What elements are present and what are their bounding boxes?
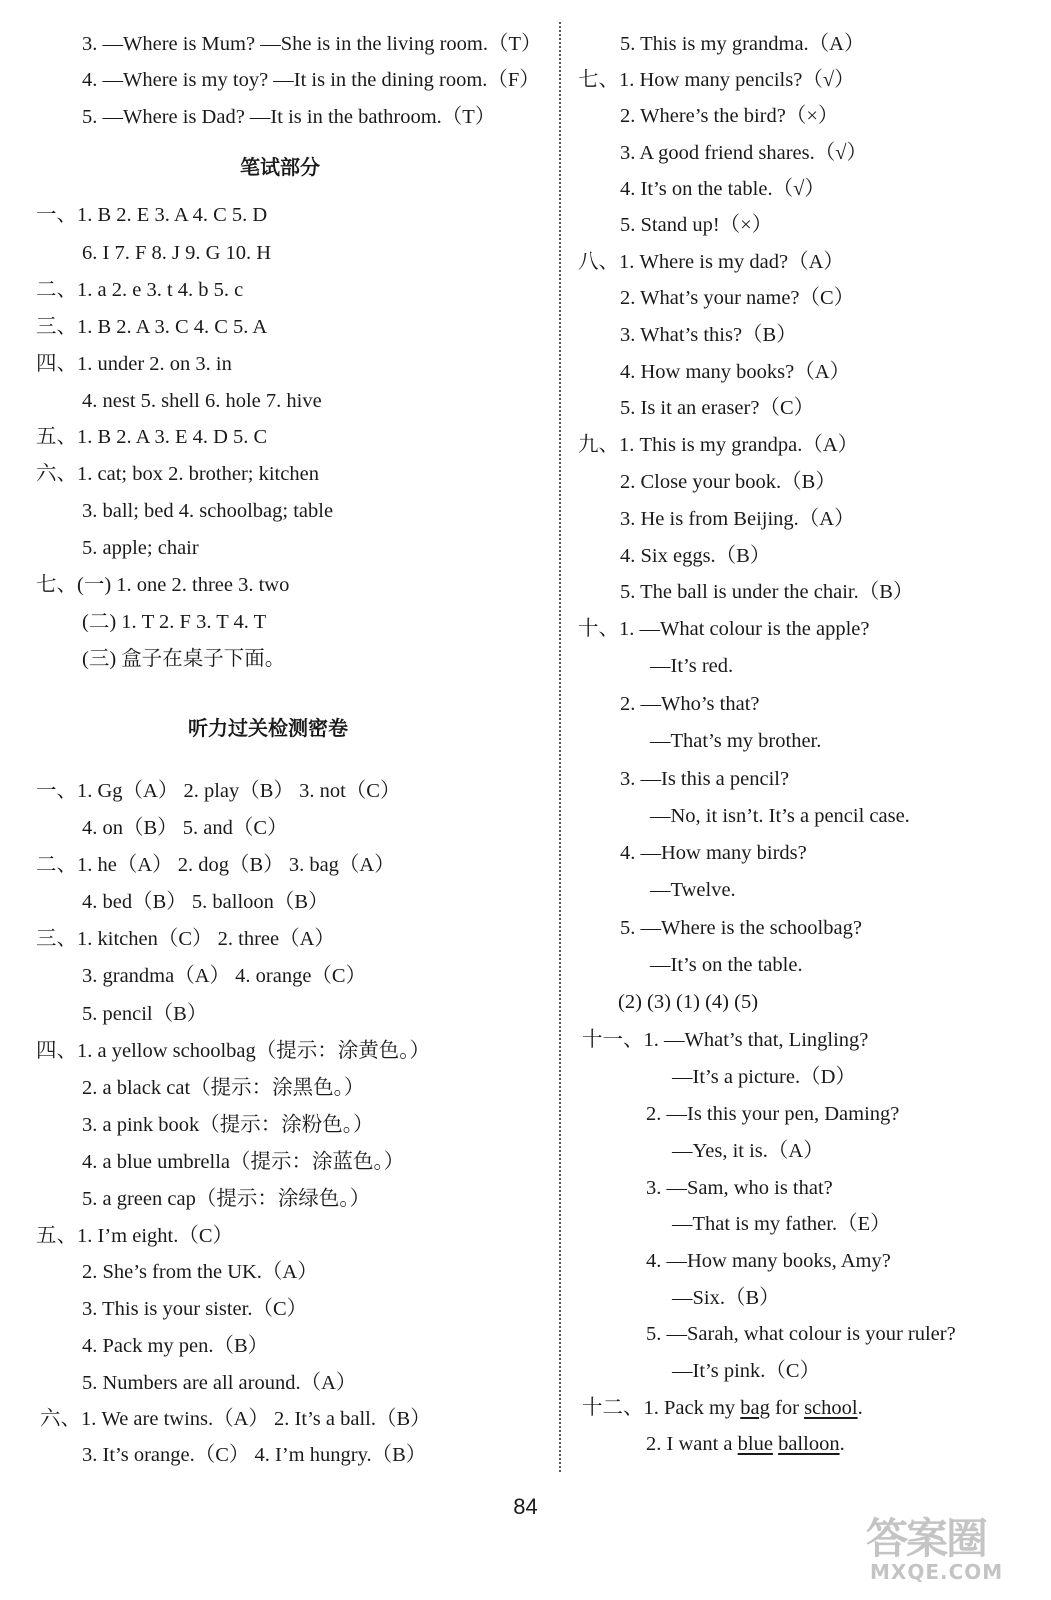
answer-line: —That’s my brother.	[650, 730, 822, 752]
answer-line: 5. This is my grandma.（A）	[620, 33, 865, 55]
underlined-word: school	[804, 1397, 858, 1419]
answer-line: 4. nest 5. shell 6. hole 7. hive	[82, 390, 322, 412]
answer-line: 2. She’s from the UK.（A）	[82, 1261, 318, 1283]
answer-line: 三、1. B 2. A 3. C 4. C 5. A	[36, 316, 268, 338]
answer-line: 二、1. he（A） 2. dog（B） 3. bag（A）	[36, 854, 395, 876]
q12-text: .	[839, 1433, 845, 1455]
answer-line: (二) 1. T 2. F 3. T 4. T	[82, 611, 267, 633]
answer-line: 3. He is from Beijing.（A）	[620, 508, 855, 530]
underlined-word: bag	[740, 1397, 770, 1419]
answer-line: 5. a green cap（提示：涂绿色。）	[82, 1188, 371, 1210]
q12-text: .	[857, 1397, 863, 1419]
answer-line: —It’s on the table.	[650, 954, 803, 976]
q12-line1	[582, 1396, 863, 1420]
answer-line: 一、1. Gg（A） 2. play（B） 3. not（C）	[36, 780, 401, 802]
answer-line: 5. Is it an eraser?（C）	[620, 397, 815, 419]
answer-line: 4. bed（B） 5. balloon（B）	[82, 891, 329, 913]
answer-line: 3. ball; bed 4. schoolbag; table	[82, 500, 334, 522]
answer-line: 4. on（B） 5. and（C）	[82, 817, 288, 839]
underlined-word: balloon	[778, 1433, 840, 1455]
answer-line: 4. —How many books, Amy?	[646, 1250, 891, 1272]
answer-line: 3. This is your sister.（C）	[82, 1298, 308, 1320]
answer-line: 2. —Is this your pen, Daming?	[646, 1103, 900, 1125]
answer-line: 五、1. I’m eight.（C）	[36, 1225, 234, 1247]
answer-line: 十一、1. —What’s that, Lingling?	[582, 1029, 869, 1051]
answer-line: —It’s pink.（C）	[672, 1360, 821, 1382]
answer-line: 3. —Where is Mum? —She is in the living room.（T）	[82, 33, 542, 55]
answer-line: 一、1. B 2. E 3. A 4. C 5. D	[36, 204, 268, 226]
answer-line: 四、1. a yellow schoolbag（提示：涂黄色。）	[36, 1040, 431, 1062]
answer-line: 4. How many books?（A）	[620, 361, 851, 383]
answer-line: 2. a black cat（提示：涂黑色。）	[82, 1077, 365, 1099]
answer-line: —No, it isn’t. It’s a pencil case.	[650, 805, 910, 827]
answer-line: 3. A good friend shares.（√）	[620, 142, 867, 164]
section-heading: 听力过关检测密卷	[188, 716, 348, 740]
page-number: 84	[513, 1494, 538, 1519]
answer-line: 4. Six eggs.（B）	[620, 545, 771, 567]
answer-line: 2. Where’s the bird?（×）	[620, 105, 839, 127]
answer-line: 2. What’s your name?（C）	[620, 287, 855, 309]
q12-line2	[646, 1432, 845, 1456]
column-divider	[559, 22, 561, 1472]
answer-line: (三) 盒子在桌子下面。	[82, 648, 286, 670]
answer-line: 三、1. kitchen（C） 2. three（A）	[36, 928, 335, 950]
watermark-domain: MXQE.COM	[870, 1560, 1004, 1584]
answer-line: 九、1. This is my grandpa.（A）	[578, 434, 859, 456]
answer-line: 5. pencil（B）	[82, 1003, 208, 1025]
underlined-word: blue	[737, 1433, 773, 1455]
answer-line: 3. It’s orange.（C） 4. I’m hungry.（B）	[82, 1444, 427, 1466]
answer-line: 5. The ball is under the chair.（B）	[620, 581, 914, 603]
answer-line: 5. —Where is Dad? —It is in the bathroom.（T）	[82, 106, 496, 128]
answer-line: —It’s red.	[650, 655, 734, 677]
q12-text: 2. I want a	[646, 1433, 738, 1455]
q12-label: 十二、1. Pack my	[582, 1397, 741, 1419]
answer-line: 5. apple; chair	[82, 537, 199, 559]
answer-line: 二、1. a 2. e 3. t 4. b 5. c	[36, 279, 244, 301]
answer-line: 六、1. We are twins.（A） 2. It’s a ball.（B）	[40, 1408, 431, 1430]
answer-line: 3. What’s this?（B）	[620, 324, 797, 346]
answer-line: 5. —Where is the schoolbag?	[620, 917, 862, 939]
answer-line: —That is my father.（E）	[672, 1213, 891, 1235]
answer-line: 4. It’s on the table.（√）	[620, 178, 825, 200]
answer-line: 七、(一) 1. one 2. three 3. two	[36, 574, 290, 596]
answer-line: —Twelve.	[650, 879, 736, 901]
answer-line: —Yes, it is.（A）	[672, 1140, 824, 1162]
answer-line: 四、1. under 2. on 3. in	[36, 353, 232, 375]
answer-line: 4. —How many birds?	[620, 842, 807, 864]
answer-line: 5. Stand up!（×）	[620, 214, 773, 236]
answer-line: —It’s a picture.（D）	[672, 1066, 856, 1088]
answer-line: 5. Numbers are all around.（A）	[82, 1372, 357, 1394]
watermark-logo	[866, 1506, 1036, 1588]
answer-line: 五、1. B 2. A 3. E 4. D 5. C	[36, 426, 268, 448]
answer-line: 3. —Sam, who is that?	[646, 1177, 833, 1199]
answer-line: 4. —Where is my toy? —It is in the dining room.（F）	[82, 69, 540, 91]
answer-line: 六、1. cat; box 2. brother; kitchen	[36, 463, 319, 485]
answer-line: 七、1. How many pencils?（√）	[578, 69, 855, 91]
answer-line: 八、1. Where is my dad?（A）	[578, 251, 844, 273]
answer-line: 十、1. —What colour is the apple?	[578, 618, 870, 640]
answer-line: 4. Pack my pen.（B）	[82, 1335, 269, 1357]
section-heading: 笔试部分	[240, 155, 320, 179]
answer-line: 2. —Who’s that?	[620, 693, 760, 715]
answer-line: —Six.（B）	[672, 1287, 780, 1309]
answer-line: 6. I 7. F 8. J 9. G 10. H	[82, 242, 272, 264]
answer-line: 2. Close your book.（B）	[620, 471, 836, 493]
answer-line: 5. —Sarah, what colour is your ruler?	[646, 1323, 956, 1345]
answer-line: (2) (3) (1) (4) (5)	[618, 991, 759, 1013]
answer-line: 3. —Is this a pencil?	[620, 768, 790, 790]
q12-text: for	[769, 1397, 805, 1419]
answer-line: 3. a pink book（提示：涂粉色。）	[82, 1114, 374, 1136]
answer-line: 4. a blue umbrella（提示：涂蓝色。）	[82, 1151, 405, 1173]
answer-line: 3. grandma（A） 4. orange（C）	[82, 965, 367, 987]
watermark-glyphs: 答案圈	[866, 1514, 987, 1563]
